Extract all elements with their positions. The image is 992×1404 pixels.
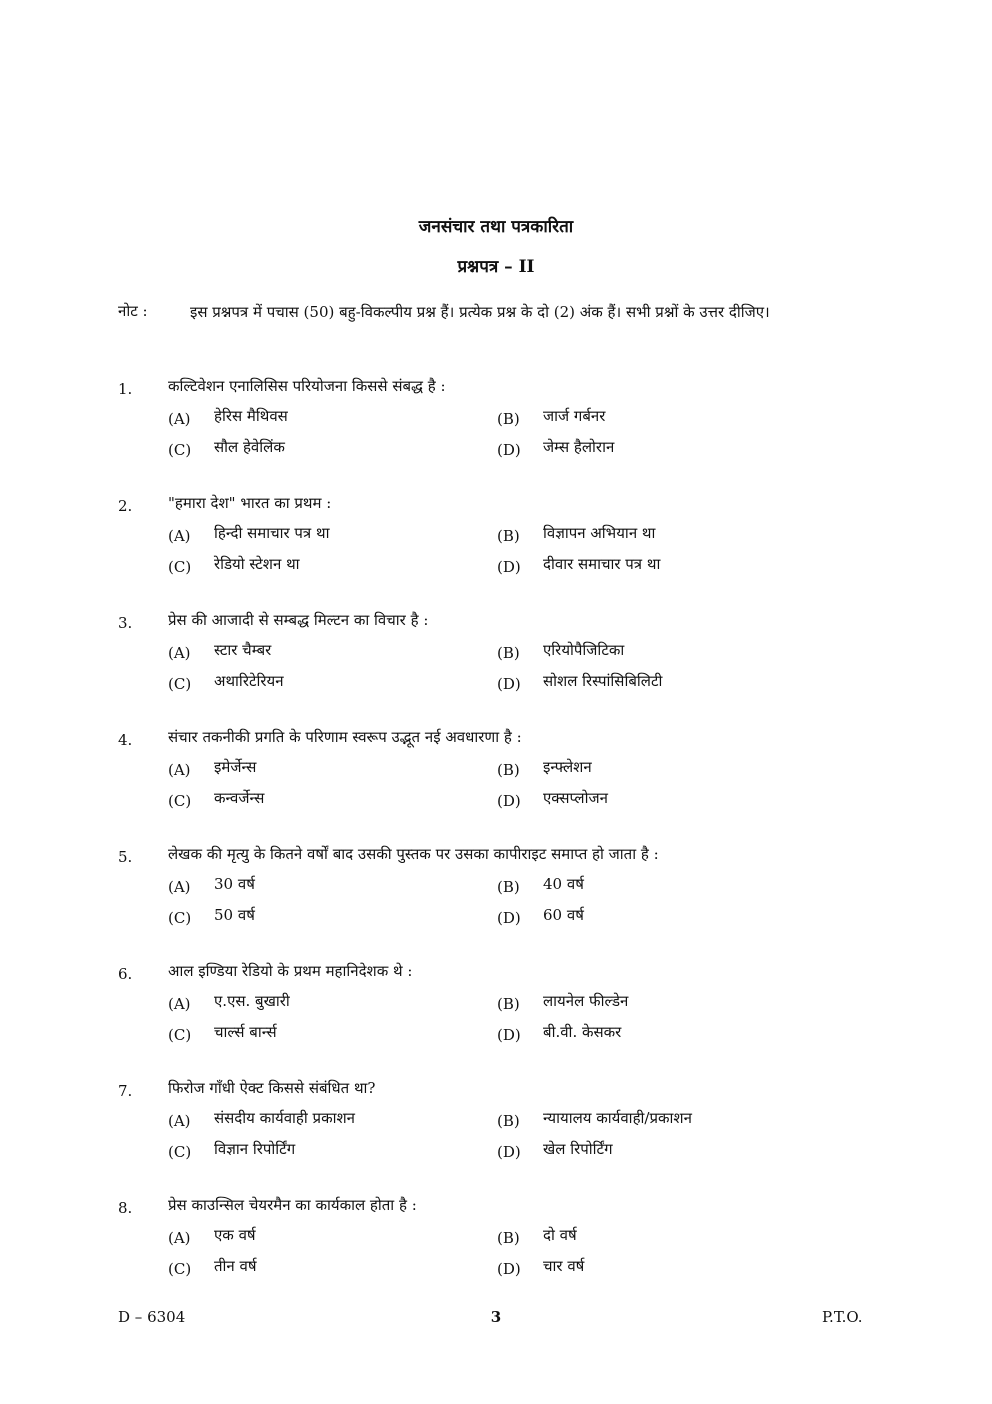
option-key: (D) — [497, 909, 521, 927]
option-text: स्टार चैम्बर — [214, 641, 272, 659]
option-text: 60 वर्ष — [543, 906, 584, 924]
option-key: (D) — [497, 558, 521, 576]
option-key: (B) — [497, 878, 520, 896]
option-text: चार वर्ष — [543, 1257, 585, 1275]
option-key: (A) — [168, 410, 191, 428]
question-text: प्रेस की आजादी से सम्बद्ध मिल्टन का विचार है : — [168, 611, 429, 629]
option-key: (A) — [168, 995, 191, 1013]
option-text: हेरिस मैथिवस — [214, 407, 288, 425]
option-text: चार्ल्स बार्न्स — [214, 1023, 277, 1041]
option-text: एक्सप्लोजन — [543, 789, 608, 807]
option-text: विज्ञापन अभियान था — [543, 524, 656, 542]
option-key: (C) — [168, 441, 192, 459]
option-text: ए.एस. बुखारी — [214, 992, 290, 1010]
option-key: (C) — [168, 1026, 192, 1044]
option-text: कन्वर्जेन्स — [214, 789, 265, 807]
option-text: लायनेल फील्डेन — [543, 992, 629, 1010]
option-key: (A) — [168, 878, 191, 896]
option-text: 30 वर्ष — [214, 875, 255, 893]
option-key: (C) — [168, 909, 192, 927]
option-text: दो वर्ष — [543, 1226, 577, 1244]
option-key: (B) — [497, 644, 520, 662]
option-key: (B) — [497, 527, 520, 545]
option-key: (B) — [497, 761, 520, 779]
option-key: (C) — [168, 1260, 192, 1278]
option-text: दीवार समाचार पत्र था — [543, 555, 661, 573]
question-text: कल्टिवेशन एनालिसिस परियोजना किससे संबद्ध है : — [168, 377, 446, 395]
option-key: (C) — [168, 675, 192, 693]
question-number: 2. — [118, 497, 133, 515]
option-text: अथारिटेरियन — [214, 672, 284, 690]
question-text: संचार तकनीकी प्रगति के परिणाम स्वरूप उद्भूत नई अवधारणा है : — [168, 728, 522, 746]
option-text: इन्फ्लेशन — [543, 758, 592, 776]
question-number: 7. — [118, 1082, 133, 1100]
option-key: (D) — [497, 792, 521, 810]
option-key: (B) — [497, 1112, 520, 1130]
option-text: तीन वर्ष — [214, 1257, 257, 1275]
option-key: (A) — [168, 1112, 191, 1130]
option-key: (A) — [168, 761, 191, 779]
question-number: 8. — [118, 1199, 133, 1217]
option-text: 40 वर्ष — [543, 875, 584, 893]
option-key: (C) — [168, 792, 192, 810]
option-key: (D) — [497, 1026, 521, 1044]
option-key: (B) — [497, 410, 520, 428]
note-label: नोट : — [118, 302, 148, 320]
option-text: विज्ञान रिपोर्टिंग — [214, 1140, 296, 1158]
question-text: "हमारा देश" भारत का प्रथम : — [168, 494, 332, 512]
pto-label: P.T.O. — [822, 1308, 863, 1326]
option-text: खेल रिपोर्टिंग — [543, 1140, 613, 1158]
question-number: 3. — [118, 614, 133, 632]
option-text: एक वर्ष — [214, 1226, 256, 1244]
option-key: (A) — [168, 527, 191, 545]
option-key: (A) — [168, 1229, 191, 1247]
question-text: प्रेस काउन्सिल चेयरमैन का कार्यकाल होता है : — [168, 1196, 417, 1214]
option-key: (B) — [497, 1229, 520, 1247]
option-text: रेडियो स्टेशन था — [214, 555, 300, 573]
question-number: 4. — [118, 731, 133, 749]
question-text: लेखक की मृत्यु के कितने वर्षों बाद उसकी पुस्तक पर उसका कापीराइट समाप्त हो जाता है : — [168, 845, 659, 863]
option-text: हिन्दी समाचार पत्र था — [214, 524, 330, 542]
option-key: (D) — [497, 1260, 521, 1278]
question-text: फिरोज गाँधी ऐक्ट किससे संबंधित था? — [168, 1079, 376, 1097]
option-text: सोशल रिस्पांसिबिलिटी — [543, 672, 663, 690]
page-subtitle: प्रश्नपत्र – II — [457, 257, 535, 277]
note-text: इस प्रश्नपत्र में पचास (50) बहु-विकल्पीय प्रश्न हैं। प्रत्येक प्रश्न के दो (2) अंक हैं। सभी प्रश्नों के उत्तर दीजिए। — [190, 303, 770, 321]
question-number: 5. — [118, 848, 133, 866]
option-key: (B) — [497, 995, 520, 1013]
option-text: जार्ज गर्बनर — [543, 407, 606, 425]
option-key: (A) — [168, 644, 191, 662]
paper-code: D – 6304 — [118, 1308, 186, 1326]
option-key: (C) — [168, 1143, 192, 1161]
option-text: संसदीय कार्यवाही प्रकाशन — [214, 1109, 356, 1127]
question-text: आल इण्डिया रेडियो के प्रथम महानिदेशक थे : — [168, 962, 413, 980]
option-key: (D) — [497, 675, 521, 693]
option-key: (C) — [168, 558, 192, 576]
option-text: बी.वी. केसकर — [543, 1023, 622, 1041]
option-text: जेम्स हैलोरान — [543, 438, 615, 456]
option-text: एरियोपैजिटिका — [543, 641, 625, 659]
page-title: जनसंचार तथा पत्रकारिता — [418, 217, 574, 237]
option-key: (D) — [497, 1143, 521, 1161]
page-number: 3 — [490, 1308, 502, 1326]
option-text: 50 वर्ष — [214, 906, 255, 924]
option-text: सौल हेवेलिंक — [214, 438, 285, 456]
option-text: न्यायालय कार्यवाही/प्रकाशन — [543, 1109, 692, 1127]
question-number: 6. — [118, 965, 133, 983]
option-key: (D) — [497, 441, 521, 459]
option-text: इमेर्जेन्स — [214, 758, 257, 776]
question-number: 1. — [118, 380, 133, 398]
